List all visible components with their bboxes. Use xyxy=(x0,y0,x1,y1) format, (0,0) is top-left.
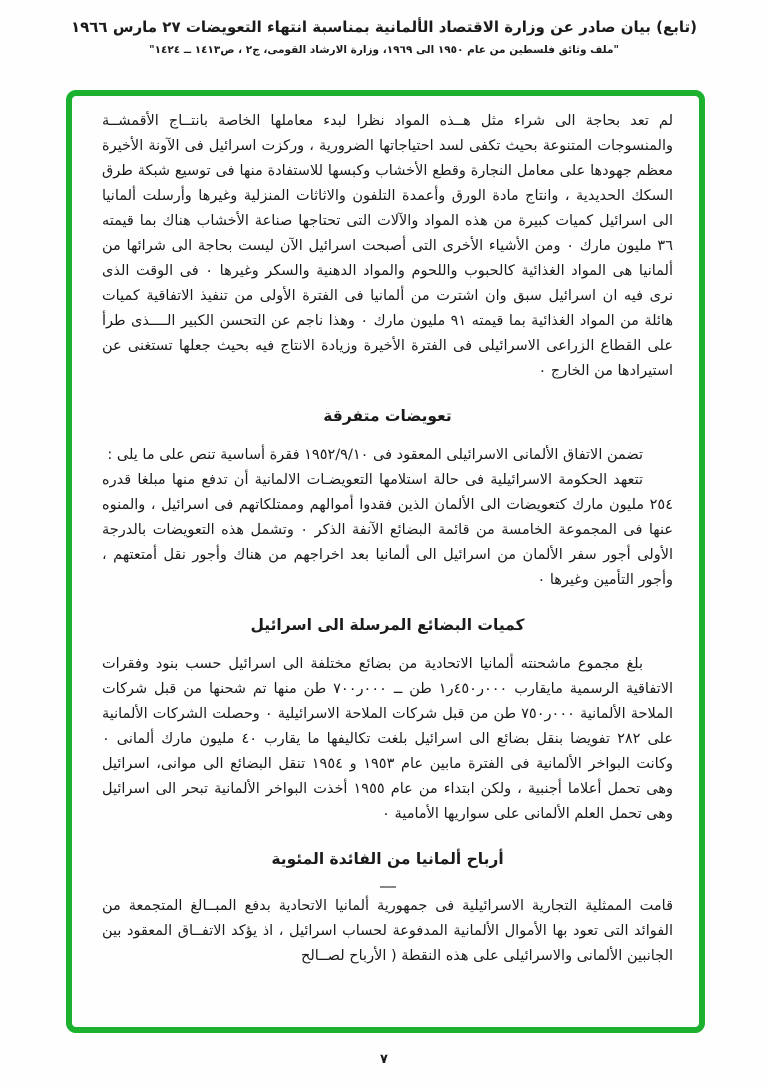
page-number: ٧ xyxy=(380,1052,388,1067)
section-heading-misc-compensations: تعويضات متفرقة xyxy=(323,407,452,425)
stray-scan-mark xyxy=(380,886,396,888)
section-heading-germany-interest-profits: أرباح ألمانيا من الفائدة المئوية xyxy=(271,850,504,868)
document-body xyxy=(72,96,699,969)
paragraph-agreement-clause: تضمن الاتفاق الألمانى الاسرائيلى المعقود فى ١٩٥٢/٩/١٠ فقرة أساسية تنص على ما يلى : xyxy=(107,447,643,463)
paragraph-interest-payments: قامت الممثلية التجارية الاسرائيلية فى جمهورية ألمانيا الاتحادية بدفع المبــالغ المتجمعة من الفوائد التى تعود بها الأموال الألمانية المدفوعة لحساب اسرائيل ، اذ يؤكد الاتفــاق المعقود بين الجانبين الألمانى والاسرائيلى على هذه النقطة ( الأرباح لصــالح xyxy=(102,898,673,964)
paragraph-israeli-government-pledge: تتعهد الحكومة الاسرائيلية فى حالة استلامها التعويضـات الالمانية أن تدفع منها مبلغا قدره ٢٥٤ مليون مارك كتعويضات الى الألمان الذين فقدوا أموالهم وممتلكاتهم فى اسرائيل ، والمنوه عنها فى المجموعة الخامسة من قائمة البضائع الآنفة الذكر ٠ وتشمل هذه التعويضات بالدرجة الأولى أجور سفر الألمان من اسرائيل الى ألمانيا بعد اخراجهم من هناك وأجور نقل أمتعتهم ، وأجور التأمين وغيرها ٠ xyxy=(102,472,673,588)
highlight-frame xyxy=(66,90,705,1033)
paragraph-shipping-quantities: بلغ مجموع ماشحنته ألمانيا الاتحادية من بضائع مختلفة الى اسرائيل حسب بنود وفقرات الاتفاقية الرسمية مايقارب ٠٠٠ر٤٥٠ر١ طن ــ ٠٠٠ر٧٠٠ طن منها تم شحنها من قبل شركات الملاحة الألمانية ٠٠٠ر٧٥٠ طن من قبل شركات الملاحة الاسرائيلية ٠ وحصلت الشركات الألمانية على ٢٨٢ تفويضا بنقل بضائع الى اسرائيل بلغت تكاليفها ما يقارب ٤٠ مليون مارك ألمانى ٠ وكانت البواخر الألمانية فى الفترة مابين عام ١٩٥٣ و ١٩٥٤ تنقل البضائع الى موانى، اسرائيل وهى تحمل أعلاما أجنبية ، ولكن ابتداء من عام ١٩٥٥ أخذت البواخر الألمانية تبحر الى اسرائيل وهى تحمل العلم الألمانى على سواريها الأمامية ٠ xyxy=(102,656,674,822)
section-heading-goods-quantities: كميات البضائع المرسلة الى اسرائيل xyxy=(250,616,525,634)
document-header xyxy=(0,18,768,56)
document-title: (تابع) بيان صادر عن وزارة الاقتصاد الألمانية بمناسبة انتهاء التعويضات ٢٧ مارس ١٩٦٦ xyxy=(70,18,698,36)
document-source-citation: "ملف وثائق فلسطين من عام ١٩٥٠ الى ١٩٦٩، وزارة الارشاد القومى، ج٢ ، ص١٤١٣ ــ ١٤٢٤" xyxy=(149,44,619,56)
paragraph-continuation: لم تعد بحاجة الى شراء مثل هــذه المواد نظرا لبدء معاملها الخاصة بانتــاج الأقمشــة والمنسوجات المتنوعة بحيث تكفى لسد احتياجاتها الضرورية ، وركزت اسرائيل فى الآونة الأخيرة معظم جهودها على معامل النجارة وقطع الأخشاب وكبسها للاستفادة منها فى توسيع شبكة طرق السكك الحديدية ، وانتاج مادة الورق وأعمدة التلفون والاثاثات المنزلية وغيرها وأرسلت ألمانيا الى اسرائيل كميات كبيرة من هذه المواد والآلات التى تحتاجها صناعة الأخشاب هناك بما قيمته ٣٦ مليون مارك ٠ ومن الأشياء الأخرى التى أصبحت اسرائيل الآن ليست بحاجة الى شرائها من ألمانيا هى المواد الغذائية كالحبوب واللحوم والمواد الدهنية والسكر وغيرها ٠ فى الوقت الذى نرى فيه ان اسرائيل سبق وان اشترت من ألمانيا فى الفترة الأولى من تنفيذ الاتفاقية كميات هائلة من المواد الغذائية بما قيمته ٩١ مليون مارك ٠ وهذا ناجم عن التحسن الكبير الــــذى طرأ على القطاع الزراعى الاسرائيلى فى الفترة الأخيرة وزيادة الانتاج فيه بحيث جعلها تستغنى عن استيرادها من الخارج ٠ xyxy=(102,113,673,379)
